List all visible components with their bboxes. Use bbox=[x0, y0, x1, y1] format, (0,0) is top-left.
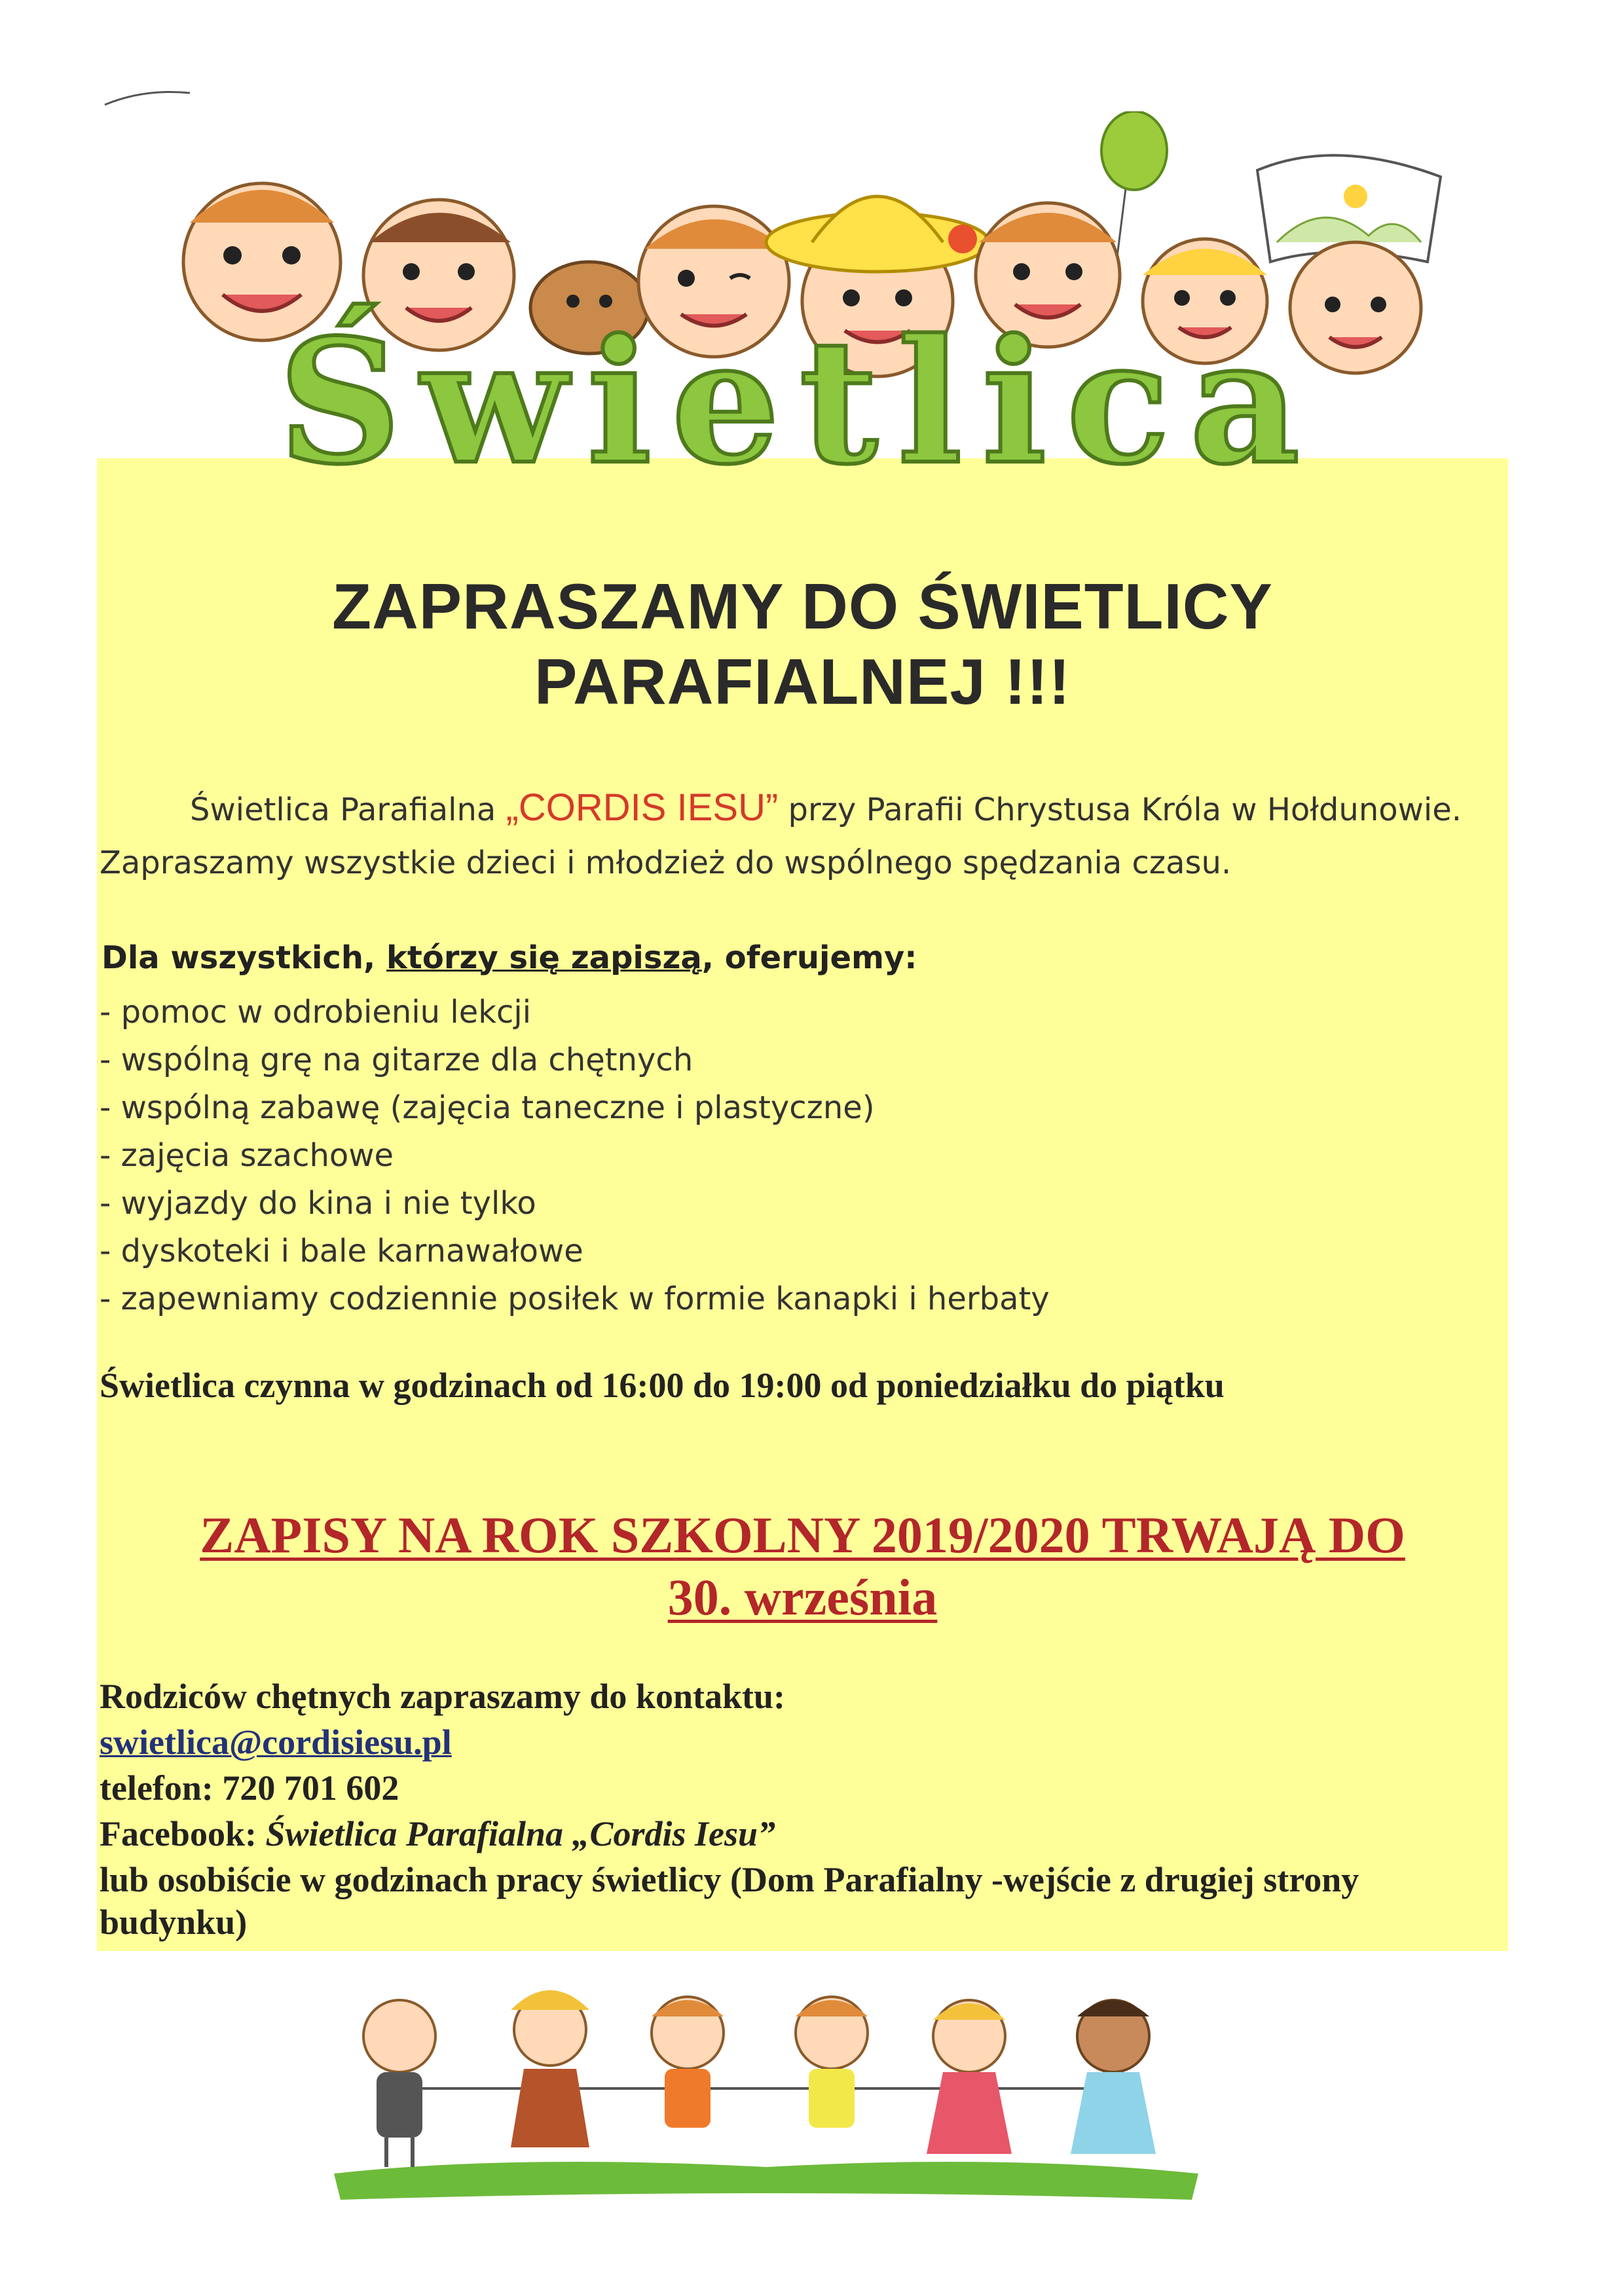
contact-in-person-line1: lub osobiście w godzinach pracy świetlicy (Dom Parafialny -wejście z drugiej strony bbox=[100, 1860, 1359, 1899]
offer-heading-underlined: którzy się zapiszą bbox=[386, 939, 702, 976]
offer-item: - wyjazdy do kina i nie tylko bbox=[100, 1185, 536, 1222]
cordis-iesu-name: „CORDIS IESU” bbox=[506, 786, 779, 829]
facebook-name: Świetlica Parafialna „Cordis Iesu” bbox=[265, 1814, 776, 1853]
footer-kid-6 bbox=[1071, 2000, 1156, 2154]
offer-item: - wspólną zabawę (zajęcia taneczne i plastyczne) bbox=[100, 1089, 875, 1126]
offer-heading bbox=[101, 939, 917, 976]
offer-heading-before: Dla wszystkich, bbox=[101, 939, 386, 976]
page-title-line1: ZAPRASZAMY DO ŚWIETLICY bbox=[332, 570, 1273, 642]
intro-line2: Zapraszamy wszystkie dzieci i młodzież do wspólnego spędzania czasu. bbox=[100, 845, 1232, 881]
page-title-line2: PARAFIALNEJ !!! bbox=[534, 646, 1071, 718]
offer-item: - zapewniamy codziennie posiłek w formie kanapki i herbaty bbox=[100, 1281, 1050, 1317]
footer-kid-5 bbox=[927, 2000, 1012, 2154]
offer-list bbox=[100, 989, 1050, 1323]
footer-kid-2 bbox=[511, 1990, 589, 2147]
offer-item: - dyskoteki i bale karnawałowe bbox=[100, 1233, 583, 1269]
intro-before: Świetlica Parafialna bbox=[190, 792, 506, 828]
offer-item: - wspólną grę na gitarze dla chętnych bbox=[100, 1042, 693, 1078]
scan-mark bbox=[98, 85, 196, 111]
contact-in-person-line2: budynku) bbox=[100, 1903, 248, 1942]
enrollment-line1: ZAPISY NA ROK SZKOLNY 2019/2020 TRWAJĄ DO bbox=[200, 1506, 1405, 1563]
intro-after: przy Parafii Chrystusa Króla w Hołdunowie. bbox=[778, 792, 1462, 828]
contact-email-link[interactable]: swietlica@cordisiesu.pl bbox=[100, 1722, 452, 1762]
facebook-label: Facebook: bbox=[100, 1814, 266, 1853]
enrollment-line2: 30. września bbox=[667, 1569, 938, 1626]
grass-strip bbox=[334, 2162, 1198, 2200]
contact-phone: telefon: 720 701 602 bbox=[100, 1768, 399, 1808]
opening-hours: Świetlica czynna w godzinach od 16:00 do 19:00 od poniedziałku do piątku bbox=[100, 1366, 1225, 1405]
intro-line1 bbox=[190, 786, 1462, 829]
contact-intro: Rodziców chętnych zapraszamy do kontaktu: bbox=[100, 1677, 785, 1716]
offer-heading-after: , oferujemy: bbox=[701, 939, 917, 976]
header-illustration bbox=[92, 111, 1506, 478]
footer-kid-3 bbox=[652, 1997, 724, 2128]
offer-item: - zajęcia szachowe bbox=[100, 1137, 394, 1174]
contact-facebook bbox=[100, 1813, 775, 1854]
footer-kid-4 bbox=[796, 1997, 868, 2128]
banner-word: Świetlica bbox=[278, 302, 1320, 478]
footer-kid-1 bbox=[363, 2000, 435, 2167]
offer-item: - pomoc w odrobieniu lekcji bbox=[100, 994, 532, 1030]
footer-illustration bbox=[314, 1958, 1218, 2206]
